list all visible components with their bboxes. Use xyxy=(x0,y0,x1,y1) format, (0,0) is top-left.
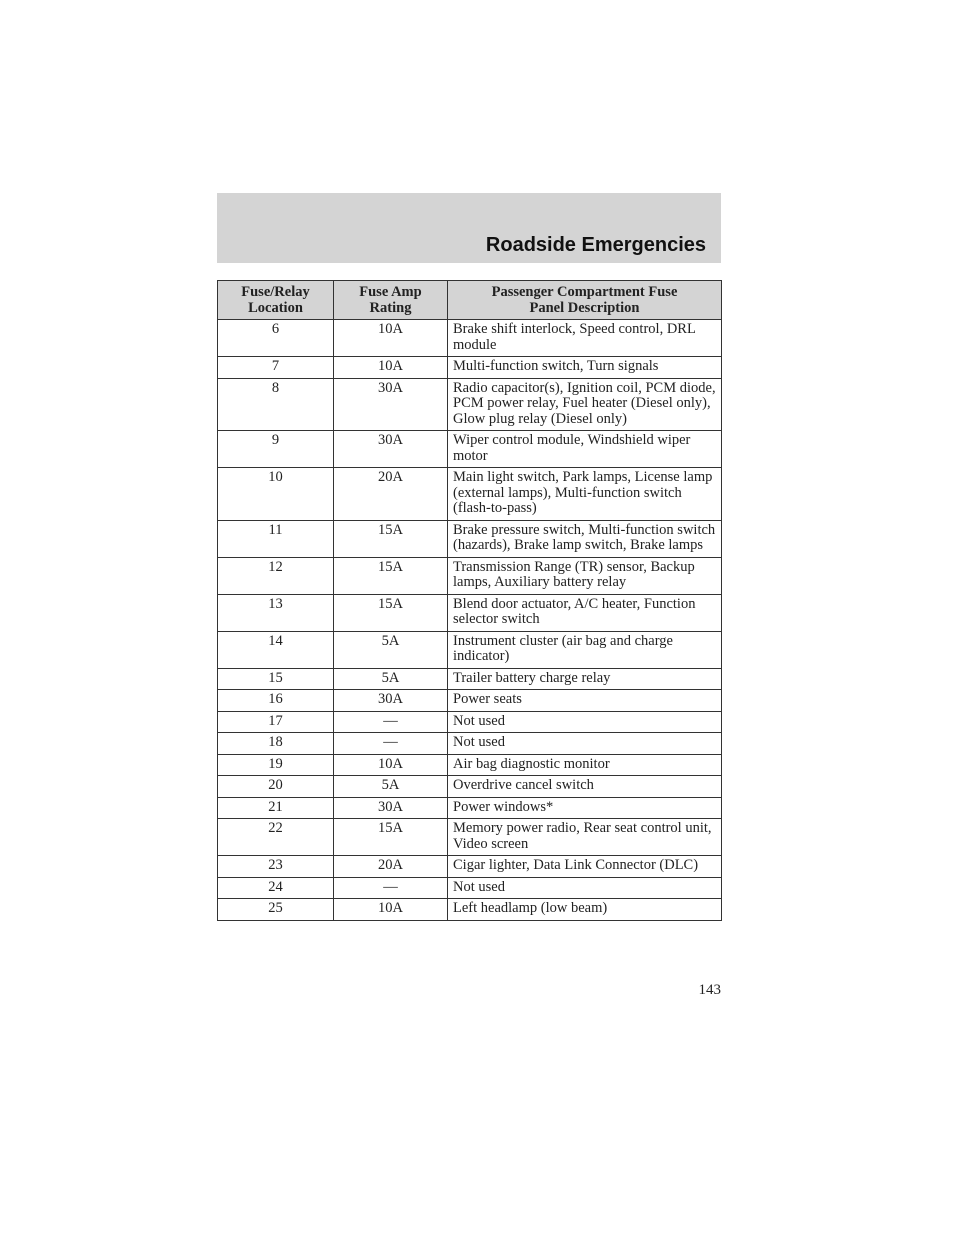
fuse-amp-cell: 30A xyxy=(334,690,448,712)
fuse-description-cell: Main light switch, Park lamps, License lamp (external lamps), Multi-function switch (flash-to-pass) xyxy=(448,468,722,521)
header-line: Rating xyxy=(369,300,412,316)
fuse-location-cell: 17 xyxy=(218,711,334,733)
fuse-location-cell: 21 xyxy=(218,797,334,819)
fuse-location-cell: 16 xyxy=(218,690,334,712)
fuse-amp-cell: 20A xyxy=(334,856,448,878)
column-header-amp xyxy=(334,281,448,320)
table-row xyxy=(218,668,722,690)
fuse-amp-cell: 15A xyxy=(334,520,448,557)
table-row xyxy=(218,776,722,798)
fuse-description-cell: Power windows* xyxy=(448,797,722,819)
fuse-amp-cell: — xyxy=(334,711,448,733)
fuse-description-cell: Multi-function switch, Turn signals xyxy=(448,357,722,379)
fuse-location-cell: 15 xyxy=(218,668,334,690)
fuse-amp-cell: 10A xyxy=(334,754,448,776)
fuse-description-cell: Air bag diagnostic monitor xyxy=(448,754,722,776)
fuse-amp-cell: 20A xyxy=(334,468,448,521)
fuse-location-cell: 10 xyxy=(218,468,334,521)
fuse-description-cell: Transmission Range (TR) sensor, Backup lamps, Auxiliary battery relay xyxy=(448,557,722,594)
column-header-description xyxy=(448,281,722,320)
fuse-description-cell: Cigar lighter, Data Link Connector (DLC) xyxy=(448,856,722,878)
table-row xyxy=(218,690,722,712)
fuse-location-cell: 7 xyxy=(218,357,334,379)
fuse-location-cell: 24 xyxy=(218,877,334,899)
fuse-amp-cell: 5A xyxy=(334,668,448,690)
fuse-location-cell: 9 xyxy=(218,431,334,468)
fuse-description-cell: Power seats xyxy=(448,690,722,712)
header-line: Passenger Compartment Fuse xyxy=(491,284,678,300)
page-number: 143 xyxy=(698,982,721,998)
table-row xyxy=(218,468,722,521)
fuse-amp-cell: 5A xyxy=(334,776,448,798)
fuse-description-cell: Brake shift interlock, Speed control, DRL module xyxy=(448,320,722,357)
table-row xyxy=(218,557,722,594)
fuse-location-cell: 23 xyxy=(218,856,334,878)
fuse-description-cell: Not used xyxy=(448,733,722,755)
fuse-location-cell: 8 xyxy=(218,378,334,431)
fuse-amp-cell: 10A xyxy=(334,899,448,921)
table-header-row xyxy=(218,281,722,320)
fuse-description-cell: Overdrive cancel switch xyxy=(448,776,722,798)
fuse-description-cell: Brake pressure switch, Multi-function switch (hazards), Brake lamp switch, Brake lamps xyxy=(448,520,722,557)
fuse-location-cell: 13 xyxy=(218,594,334,631)
fuse-amp-cell: 15A xyxy=(334,594,448,631)
fuse-amp-cell: 30A xyxy=(334,431,448,468)
fuse-table xyxy=(217,280,722,921)
table-row xyxy=(218,631,722,668)
table-row xyxy=(218,431,722,468)
table-row xyxy=(218,357,722,379)
fuse-location-cell: 6 xyxy=(218,320,334,357)
fuse-location-cell: 19 xyxy=(218,754,334,776)
table-row xyxy=(218,594,722,631)
table-row xyxy=(218,797,722,819)
fuse-amp-cell: 15A xyxy=(334,819,448,856)
table-row xyxy=(218,378,722,431)
fuse-amp-cell: 15A xyxy=(334,557,448,594)
fuse-amp-cell: 30A xyxy=(334,378,448,431)
fuse-description-cell: Left headlamp (low beam) xyxy=(448,899,722,921)
table-row xyxy=(218,320,722,357)
fuse-description-cell: Trailer battery charge relay xyxy=(448,668,722,690)
table-row xyxy=(218,754,722,776)
fuse-location-cell: 20 xyxy=(218,776,334,798)
fuse-amp-cell: 30A xyxy=(334,797,448,819)
table-row xyxy=(218,711,722,733)
fuse-amp-cell: 10A xyxy=(334,357,448,379)
fuse-location-cell: 11 xyxy=(218,520,334,557)
header-line: Panel Description xyxy=(529,300,640,316)
fuse-description-cell: Blend door actuator, A/C heater, Function selector switch xyxy=(448,594,722,631)
header-line: Fuse/Relay xyxy=(241,284,310,300)
header-line: Location xyxy=(248,300,303,316)
fuse-description-cell: Not used xyxy=(448,711,722,733)
table-row xyxy=(218,733,722,755)
table-row xyxy=(218,520,722,557)
fuse-amp-cell: — xyxy=(334,877,448,899)
table-row xyxy=(218,856,722,878)
fuse-location-cell: 12 xyxy=(218,557,334,594)
fuse-location-cell: 22 xyxy=(218,819,334,856)
fuse-amp-cell: — xyxy=(334,733,448,755)
header-line: Fuse Amp xyxy=(359,284,422,300)
table-row xyxy=(218,819,722,856)
section-title: Roadside Emergencies xyxy=(485,234,706,256)
fuse-amp-cell: 10A xyxy=(334,320,448,357)
fuse-description-cell: Wiper control module, Windshield wiper motor xyxy=(448,431,722,468)
fuse-description-cell: Not used xyxy=(448,877,722,899)
fuse-table-body xyxy=(218,320,722,921)
section-header-band xyxy=(217,193,721,263)
column-header-location xyxy=(218,281,334,320)
table-row xyxy=(218,899,722,921)
fuse-location-cell: 25 xyxy=(218,899,334,921)
fuse-description-cell: Instrument cluster (air bag and charge indicator) xyxy=(448,631,722,668)
fuse-location-cell: 18 xyxy=(218,733,334,755)
fuse-amp-cell: 5A xyxy=(334,631,448,668)
fuse-description-cell: Memory power radio, Rear seat control unit, Video screen xyxy=(448,819,722,856)
table-row xyxy=(218,877,722,899)
fuse-location-cell: 14 xyxy=(218,631,334,668)
fuse-description-cell: Radio capacitor(s), Ignition coil, PCM diode, PCM power relay, Fuel heater (Diesel only), Glow plug relay (Diesel only) xyxy=(448,378,722,431)
